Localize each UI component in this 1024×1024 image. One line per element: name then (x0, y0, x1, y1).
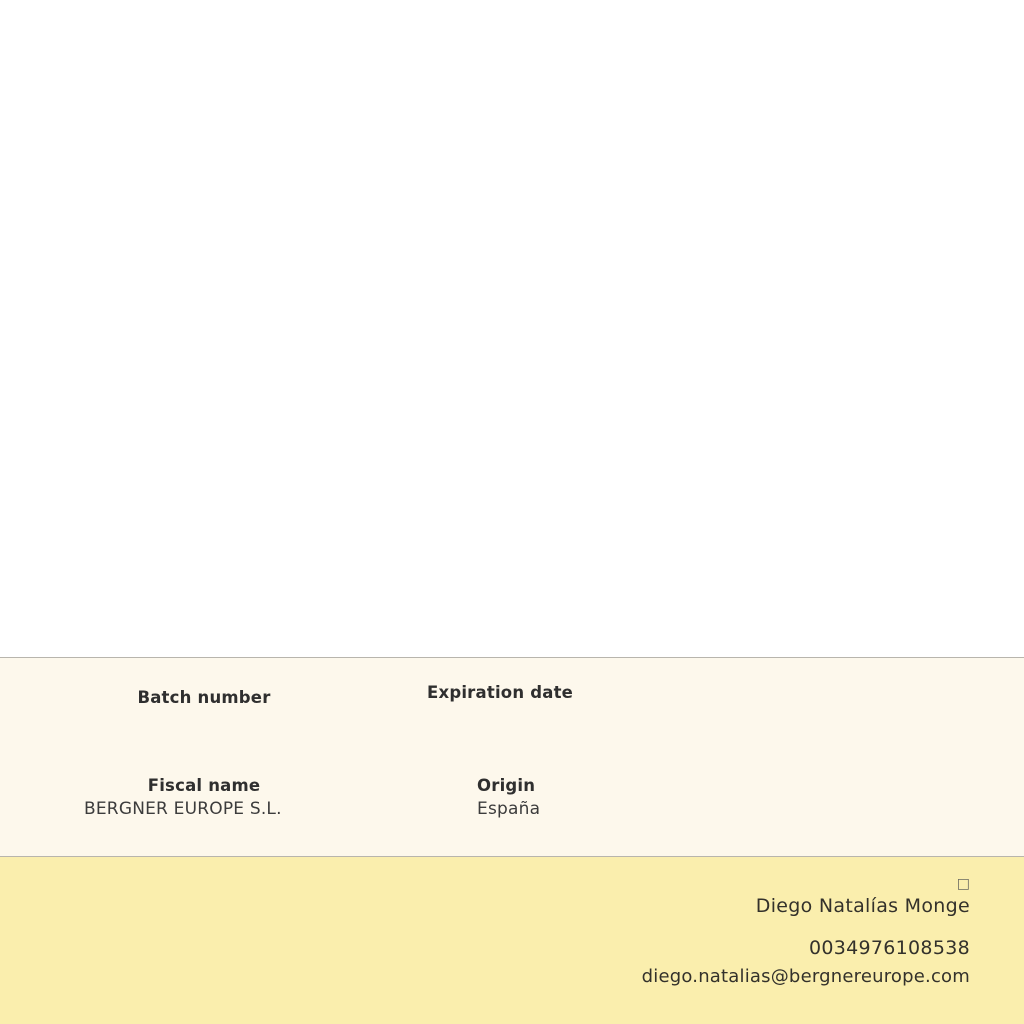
field-expiration-date (427, 683, 573, 706)
field-fiscal-name (84, 776, 324, 819)
product-info-band (0, 657, 1024, 857)
expiration-date-label: Expiration date (427, 683, 574, 702)
person-icon: □ (956, 876, 970, 892)
contact-phone[interactable]: 0034976108538 (808, 936, 970, 959)
field-origin (477, 776, 540, 819)
contact-band (0, 857, 1024, 1024)
fiscal-name-label: Fiscal name (147, 776, 261, 795)
contact-block (642, 877, 970, 990)
field-batch-number (128, 688, 280, 711)
origin-value: España (477, 799, 541, 819)
batch-number-label: Batch number (137, 688, 271, 707)
contact-name: Diego Natalías Monge (755, 895, 970, 917)
fiscal-name-value: BERGNER EUROPE S.L. (84, 799, 282, 819)
origin-label: Origin (477, 776, 536, 795)
contact-email[interactable]: diego.natalias@bergnereurope.com (641, 966, 970, 988)
